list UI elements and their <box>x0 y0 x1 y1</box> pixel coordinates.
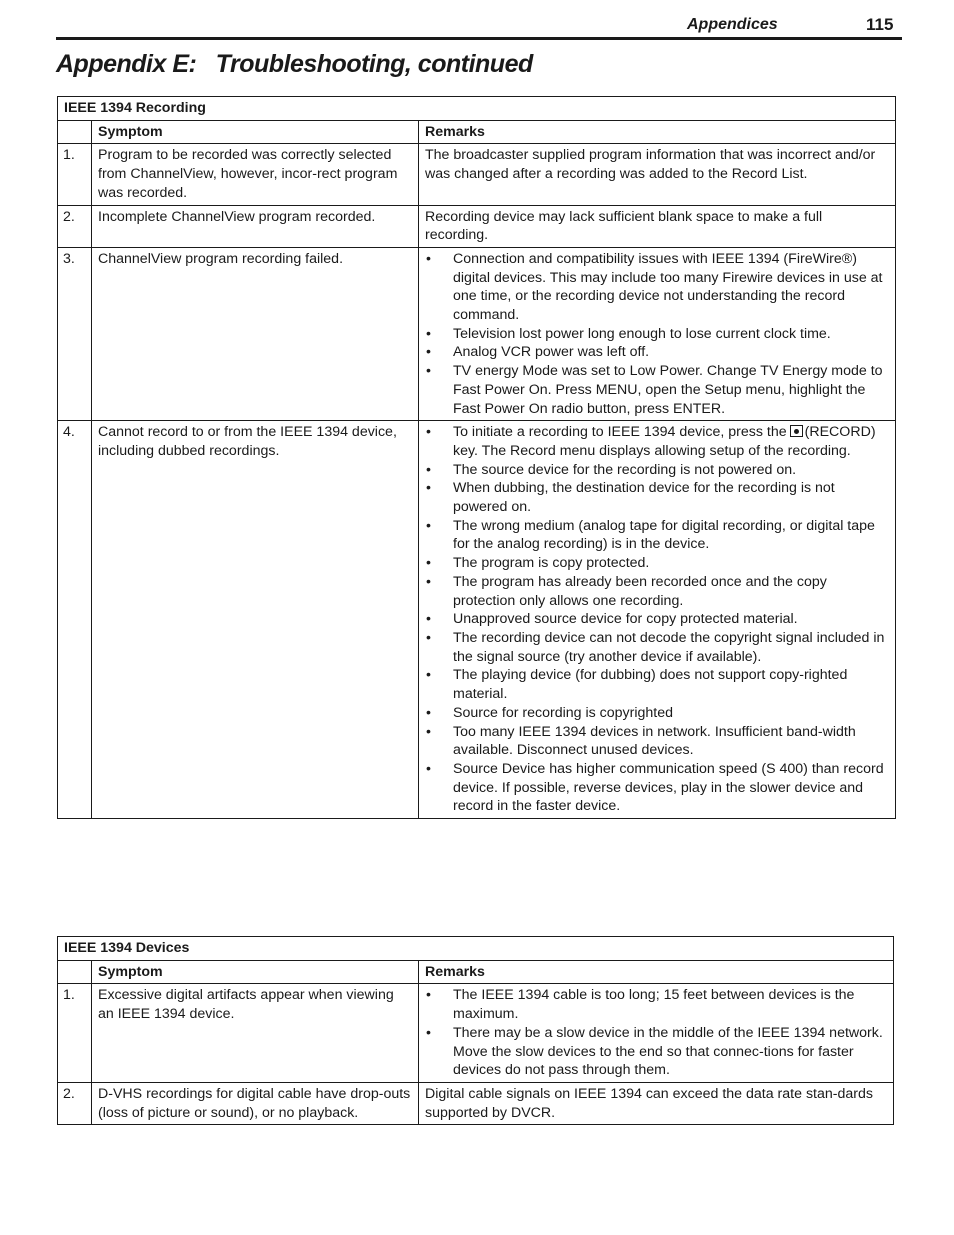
row-remark: Digital cable signals on IEEE 1394 can exceed the data rate stan-dards supported by DVCR. <box>419 1082 894 1124</box>
table-caption: IEEE 1394 Devices <box>58 937 894 961</box>
remark-bullet: • The recording device can not decode the copyright signal included in the signal source (try another device if available). <box>425 629 889 666</box>
remark-bullet <box>425 423 889 460</box>
row-number: 4. <box>58 421 92 819</box>
bullet-text-before-icon: To initiate a recording to IEEE 1394 device, press the <box>453 424 787 441</box>
row-number: 2. <box>58 1082 92 1124</box>
table-header-row <box>58 120 896 144</box>
header-number-cell <box>58 960 92 984</box>
remark-bullet-list <box>425 250 889 418</box>
row-number: 2. <box>58 205 92 247</box>
row-symptom: Excessive digital artifacts appear when viewing an IEEE 1394 device. <box>92 984 419 1083</box>
row-number: 1. <box>58 984 92 1083</box>
table-row <box>58 421 896 819</box>
table-row <box>58 205 896 247</box>
row-symptom: Program to be recorded was correctly selected from ChannelView, however, incor-rect program was recorded. <box>92 144 419 205</box>
row-remarks <box>419 984 894 1083</box>
remark-bullet-list <box>425 986 887 1080</box>
remark-bullet: • There may be a slow device in the middle of the IEEE 1394 network. Move the slow devices to the end so that connec-tions for faster devices do not pass through them. <box>425 1024 887 1080</box>
remark-bullet: • Source Device has higher communication speed (S 400) than record device. If possible, reverse devices, play in the slower device and record in the faster device. <box>425 760 889 816</box>
row-symptom: Incomplete ChannelView program recorded. <box>92 205 419 247</box>
row-symptom: D-VHS recordings for digital cable have drop-outs (loss of picture or sound), or no playback. <box>92 1082 419 1124</box>
bullet-text-after-icon: (RECORD) key. The Record menu displays allowing setup of the recording. <box>453 424 876 459</box>
row-symptom: ChannelView program recording failed. <box>92 247 419 420</box>
row-remarks <box>419 247 896 420</box>
row-symptom: Cannot record to or from the IEEE 1394 device, including dubbed recordings. <box>92 421 419 819</box>
row-number: 3. <box>58 247 92 420</box>
remark-bullet: • Source for recording is copyrighted <box>425 704 889 723</box>
row-number: 1. <box>58 144 92 205</box>
remark-bullet: • TV energy Mode was set to Low Power. Change TV Energy mode to Fast Power On. Press MENU, open the Setup menu, highlight the Fast Power On radio button, press ENTER. <box>425 362 889 418</box>
row-remark: Recording device may lack sufficient blank space to make a full recording. <box>419 205 896 247</box>
record-button-icon <box>790 425 803 437</box>
table-caption: IEEE 1394 Recording <box>58 97 896 121</box>
row-remarks <box>419 421 896 819</box>
remark-bullet: • The program has already been recorded once and the copy protection only allows one recording. <box>425 573 889 610</box>
table-row <box>58 144 896 205</box>
remark-bullet: • The IEEE 1394 cable is too long; 15 feet between devices is the maximum. <box>425 986 887 1023</box>
remark-bullet: • The playing device (for dubbing) does not support copy-righted material. <box>425 666 889 703</box>
remark-bullet: • When dubbing, the destination device for the recording is not powered on. <box>425 479 889 516</box>
remark-bullet: • Unapproved source device for copy protected material. <box>425 610 889 629</box>
header-section-title: Appendices <box>687 16 778 33</box>
table-header-row <box>58 960 894 984</box>
table-row <box>58 984 894 1083</box>
page-number: 115 <box>866 15 894 34</box>
header-remarks: Remarks <box>419 120 896 144</box>
remark-bullet: • Too many IEEE 1394 devices in network. Insufficient band-width available. Disconnect unused devices. <box>425 723 889 760</box>
remark-bullet: • Analog VCR power was left off. <box>425 343 889 362</box>
header-number-cell <box>58 120 92 144</box>
header-remarks: Remarks <box>419 960 894 984</box>
remark-bullet: • The source device for the recording is not powered on. <box>425 461 889 480</box>
header-symptom: Symptom <box>92 120 419 144</box>
recording-table <box>57 96 896 819</box>
remark-bullet: • The wrong medium (analog tape for digital recording, or digital tape for the analog recording) is in the device. <box>425 517 889 554</box>
remark-bullet-list <box>425 423 889 816</box>
header-symptom: Symptom <box>92 960 419 984</box>
page-title: Appendix E: Troubleshooting, continued <box>56 50 533 78</box>
table-caption-row <box>58 937 894 961</box>
header-rule <box>56 37 902 40</box>
remark-bullet: • Television lost power long enough to lose current clock time. <box>425 325 889 344</box>
row-remark: The broadcaster supplied program information that was incorrect and/or was changed after a recording was added to the Record List. <box>419 144 896 205</box>
table-row <box>58 247 896 420</box>
remark-bullet: • Connection and compatibility issues with IEEE 1394 (FireWire®) digital devices. This may include too many Firewire devices in use at one time, or the recording device not understanding the record command. <box>425 250 889 325</box>
devices-table <box>57 936 894 1125</box>
remark-bullet: • The program is copy protected. <box>425 554 889 573</box>
table-row <box>58 1082 894 1124</box>
table-caption-row <box>58 97 896 121</box>
